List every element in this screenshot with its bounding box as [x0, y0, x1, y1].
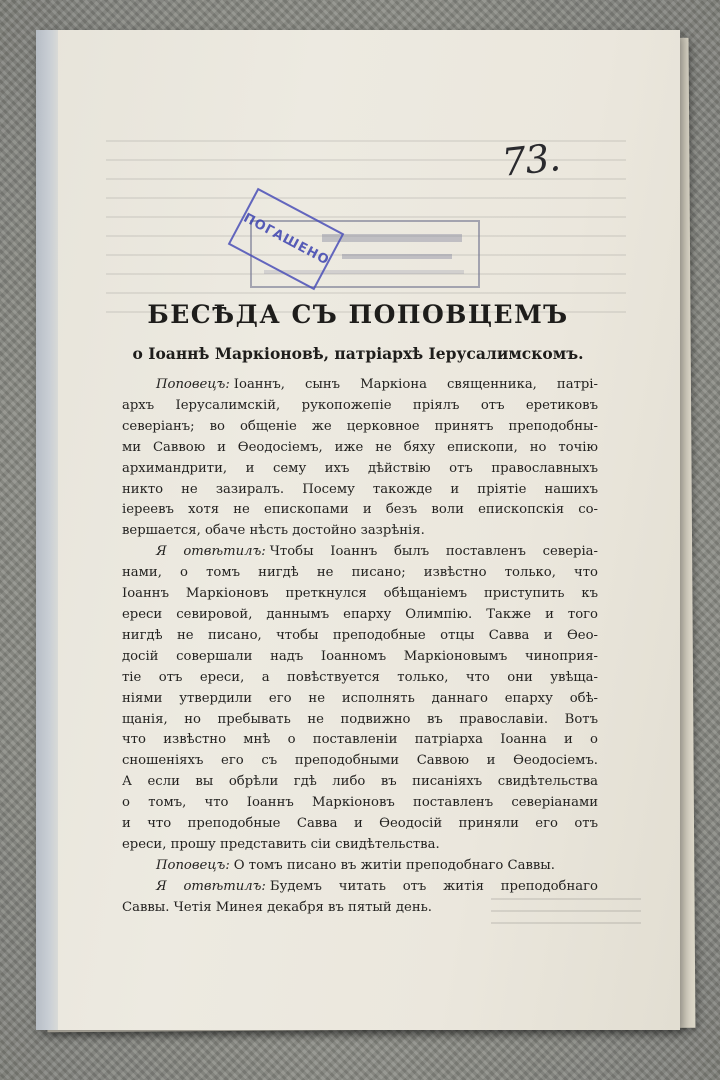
line-text: архимандрити, и сему ихъ дѣйствію отъ православныхъ: [122, 460, 598, 476]
line-text: северіанъ; во общеніе же церковное принятъ преподобны-: [122, 418, 598, 434]
body-line: [122, 793, 598, 814]
line-text: тіе отъ ереси, а повѣствуется только, что они увѣща-: [122, 669, 598, 685]
body-line: [122, 647, 598, 668]
body-line: [122, 396, 598, 417]
line-text: О томъ писано въ житіи преподобнаго Саввы.: [233, 857, 555, 873]
body-line: [122, 710, 598, 731]
bleed-through-text: [491, 898, 641, 928]
line-text: ереси севировой, даннымъ епарху Олимпію. Также и того: [122, 606, 598, 622]
body-line: [122, 438, 598, 459]
body-line: [122, 563, 598, 584]
line-text: щанія, но пребывать не подвижно въ православіи. Вотъ: [122, 711, 598, 727]
line-text: Будемъ читать отъ житія преподобнаго: [269, 878, 598, 894]
body-line: [122, 459, 598, 480]
body-line: [122, 521, 598, 542]
body-line: [122, 375, 598, 396]
line-text: Іоаннъ Маркіоновъ преткнулся обѣщаніемъ приступить къ: [122, 586, 598, 602]
document-title: БЕСѢДА СЪ ПОПОВЦЕМЪ: [147, 300, 569, 329]
line-text: никто не зазиралъ. Посему такожде и пріятіе нашихъ: [122, 481, 598, 497]
line-text: что извѣстно мнѣ о поставленіи патріарха Іоанна и о: [122, 732, 598, 748]
body-line: [122, 626, 598, 647]
line-text: досій совершали надъ Іоанномъ Маркіоновымъ чиноприя-: [122, 648, 598, 664]
body-line: [122, 668, 598, 689]
document-subtitle: о Іоаннѣ Маркіоновѣ, патріархѣ Іерусалимскомъ.: [132, 344, 584, 363]
speaker-label: Я отвѣтилъ:: [156, 544, 266, 560]
speaker-label: Поповецъ:: [156, 857, 230, 873]
body-line: [122, 417, 598, 438]
handwritten-page-number: 73.: [499, 135, 562, 185]
body-line: [122, 772, 598, 793]
document-body: [122, 375, 598, 919]
line-text: Саввы. Четія Минея декабря въ пятый день.: [122, 899, 432, 915]
body-line: [122, 480, 598, 501]
line-text: Чтобы Іоаннъ былъ поставленъ северіа-: [269, 544, 598, 560]
line-text: Іоаннъ, сынъ Маркіона священника, патрі-: [233, 377, 598, 392]
line-text: и что преподобные Савва и Ѳеодосій приняли его отъ: [122, 816, 598, 832]
body-line: [122, 500, 598, 521]
line-text: вершается, обаче нѣсть достойно зазрѣнія.: [122, 523, 425, 539]
cancelled-stamp-text: ПОГАШЕНО: [240, 210, 332, 268]
line-text: нигдѣ не писано, чтобы преподобные отцы Савва и Ѳео-: [122, 627, 598, 643]
body-line: [122, 877, 598, 898]
body-line: [122, 751, 598, 772]
speaker-label: Поповецъ:: [156, 377, 230, 392]
line-text: сношеніяхъ его съ преподобными Саввою и Ѳеодосіемъ.: [122, 753, 598, 769]
body-line: [122, 605, 598, 626]
line-text: о томъ, что Іоаннъ Маркіоновъ поставленъ северіанами: [122, 795, 598, 811]
line-text: ми Саввою и Ѳеодосіемъ, иже не бяху епископи, но точію: [122, 439, 598, 455]
line-text: ніями утвердили его не исполнять даннаго епарху обѣ-: [122, 690, 598, 706]
line-text: ереси, прошу представить сіи свидѣтельства.: [122, 836, 440, 852]
line-text: архъ Іерусалимскій, рукопожепіе пріялъ отъ еретиковъ: [122, 397, 598, 413]
body-line: [122, 835, 598, 856]
stamp-line: [342, 254, 452, 259]
line-text: іереевъ хотя не епископами и безъ воли епископскія со-: [122, 502, 598, 518]
body-line: [122, 584, 598, 605]
document-page: [36, 30, 680, 1030]
body-line: [122, 542, 598, 563]
page-binding-edge: [36, 30, 58, 1030]
body-line: [122, 730, 598, 751]
line-text: нами, о томъ нигдѣ не писано; извѣстно только, что: [122, 565, 598, 581]
line-text: А если вы обрѣли гдѣ либо въ писаніяхъ свидѣтельства: [122, 774, 598, 790]
body-line: [122, 689, 598, 710]
speaker-label: Я отвѣтилъ:: [156, 878, 266, 894]
body-line: [122, 856, 598, 877]
body-line: [122, 814, 598, 835]
